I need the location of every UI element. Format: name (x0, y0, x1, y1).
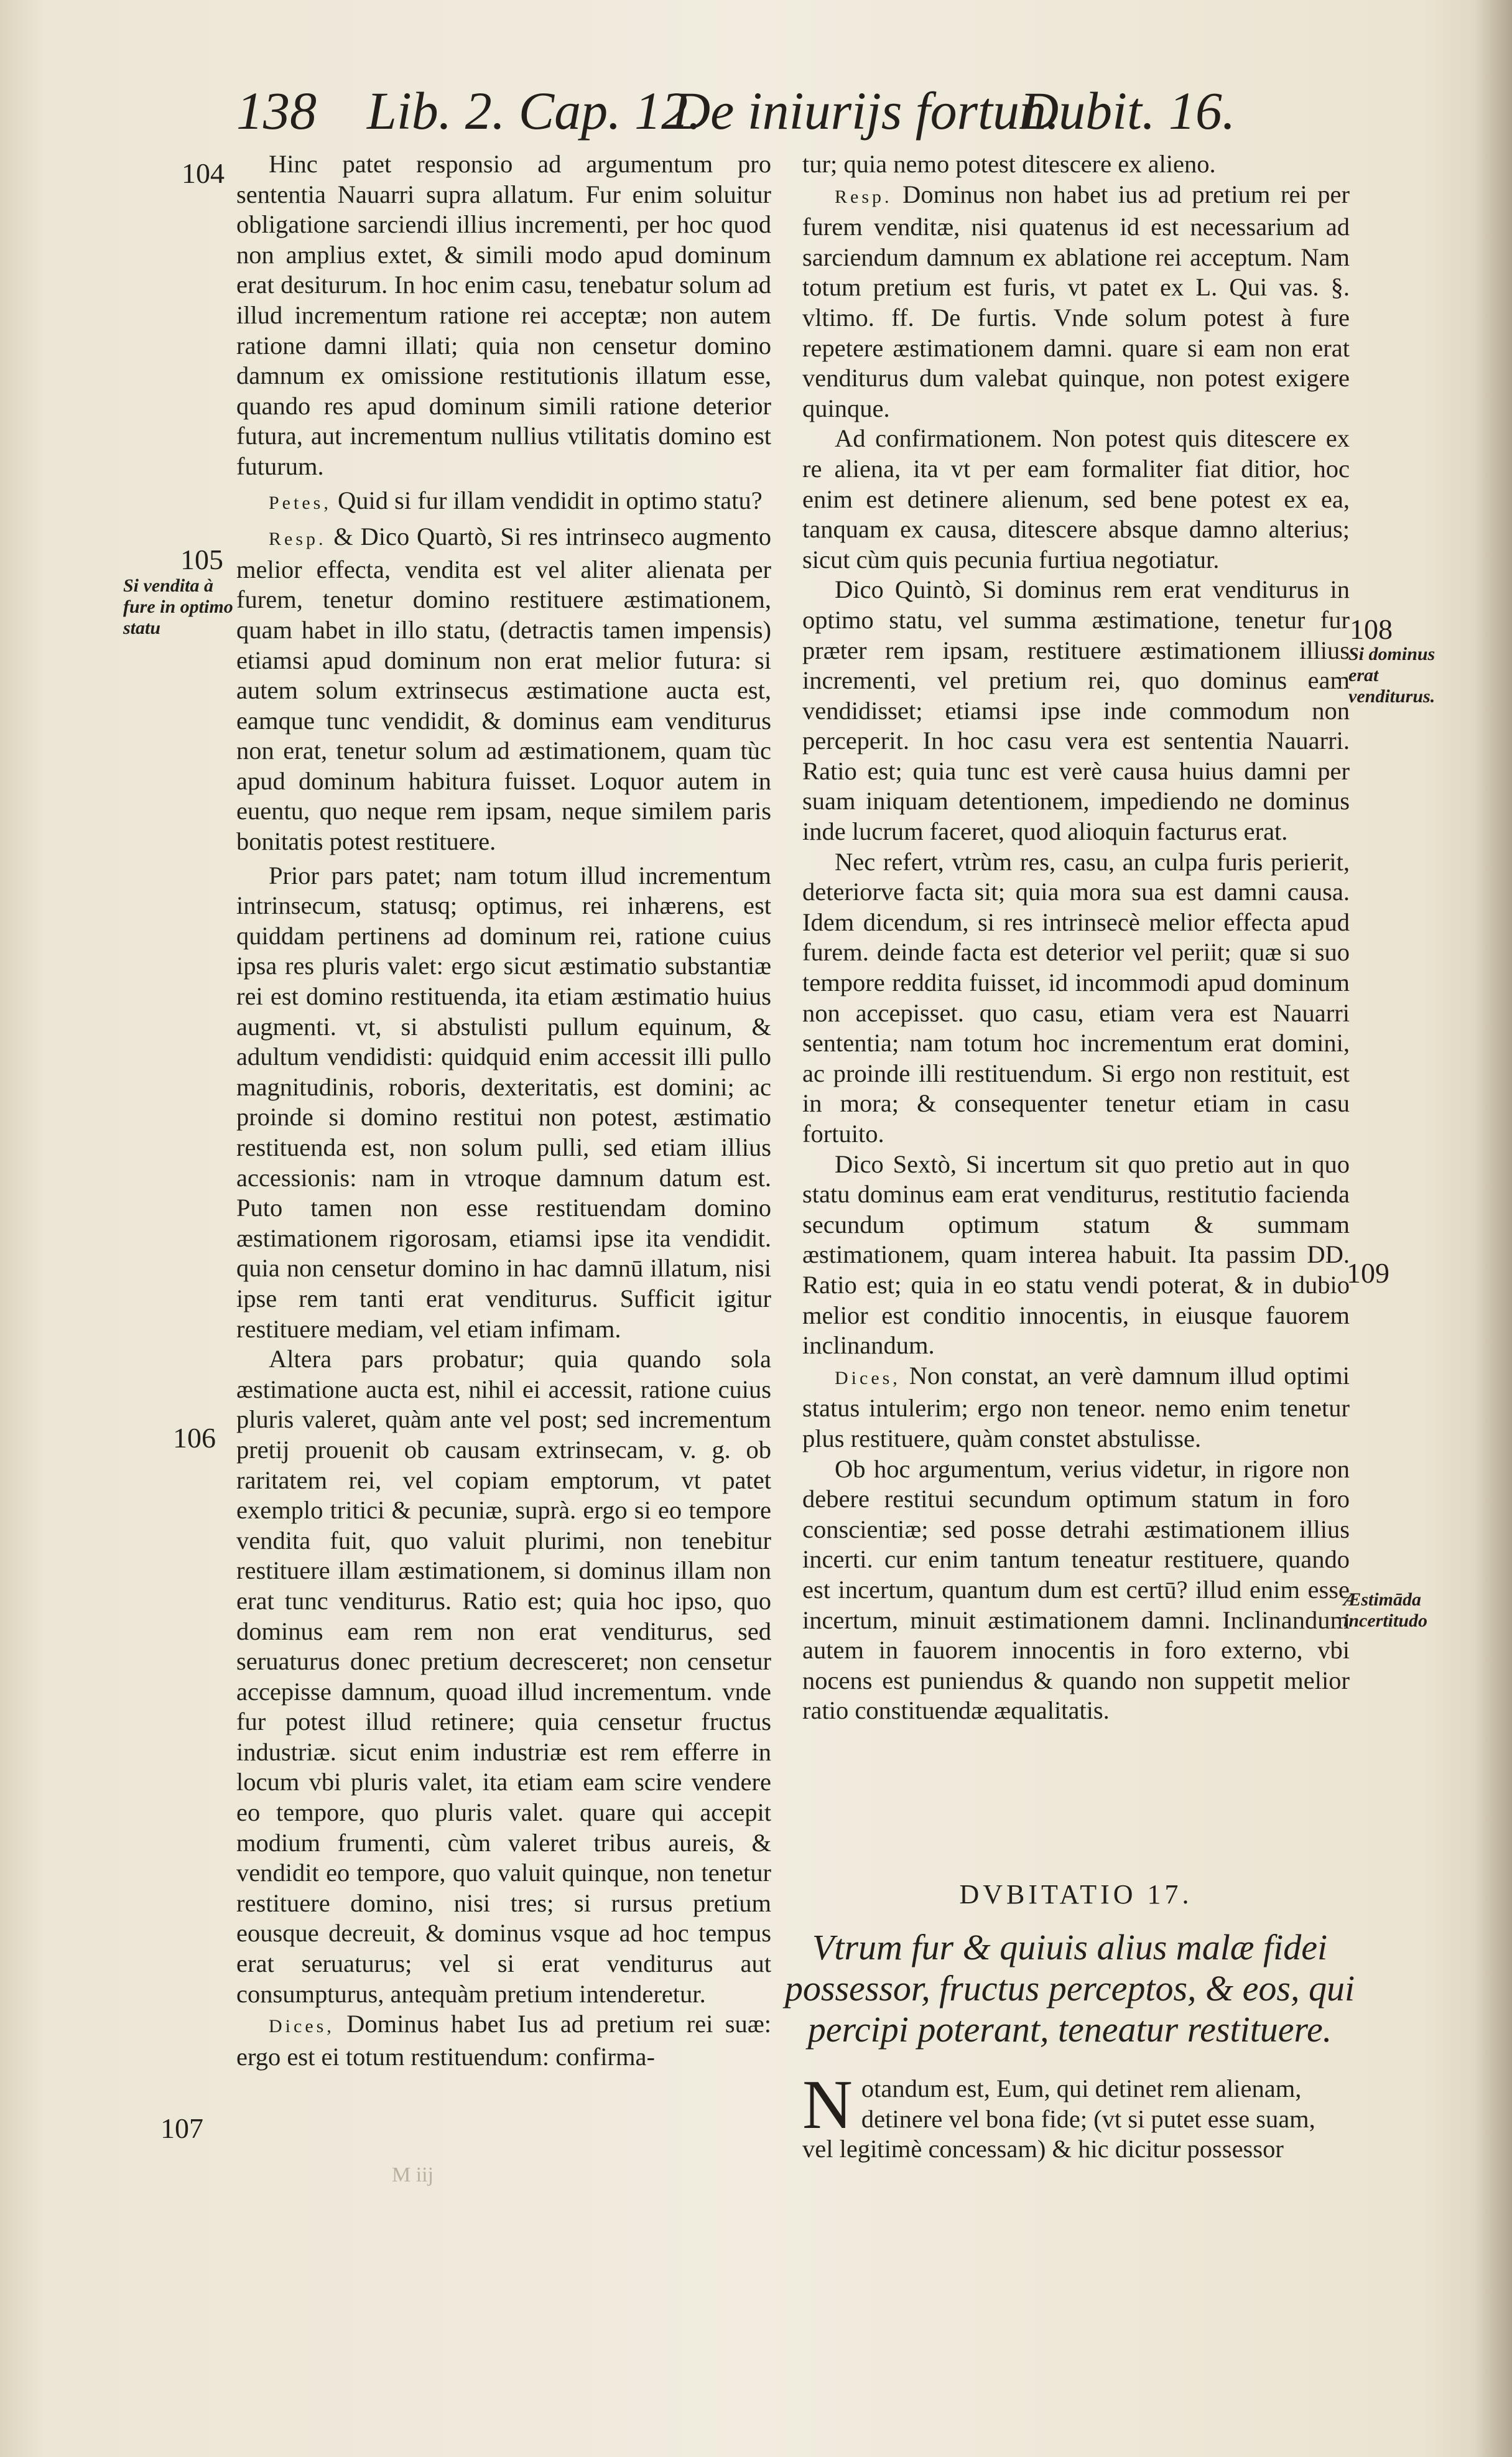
petes-text: Quid si fur illam vendidit in optimo statu? (331, 486, 763, 514)
page-edge-shadow (1475, 0, 1512, 2457)
paragraph-dices (802, 1361, 1350, 1454)
paragraph-104: Hinc patet responsio ad argumentum pro sententia Nauarri supra allatum. Fur enim soluitur obligatione sarciendi illius incrementi, per hoc quod non amplius extet, & simili modo apud dominum erat desiturum. In hoc enim casu, tenebatur solum ad illud incrementum ratione rei acceptæ; non autem ratione damni illati; quia non censetur domino damnum ex omissione restitutionis illatum esse, quando res apud dominum simili ratione deterior futura, aut incrementum nullius vtilitatis domino est futurum. (236, 150, 771, 480)
resp-text: & Dico Quartò, Si res intrinseco augmento melior effecta, vendita est vel aliter alienata per furem, tenetur domino restituere æstimationem, quam habet in illo statu, (detractis tamen impensis) etiamsi apud dominum non erat melior futura: si autem solum extrinsecus æstimatione aucta est, eamque tunc vendidit, & dominus eam venditurus non erat, tenetur solum ad æstimationem, quam tùc apud dominum habitura fuisset. Loquor autem in euentu, quo neque rem ipsam, neque similem paris bonitatis potest restituere. (236, 523, 771, 856)
running-header (236, 80, 1343, 148)
paragraph-prior-pars: Prior pars patet; nam totum illud incrementum intrinsecum, statusq; optimus, rei inhærens, est quiddam pertinens ad dominum rei, ratione cuius ipsa res pluris valet: ergo sicut æstimatio substantiæ rei est domino restituenda, ita etiam æstimatio huius augmenti. vt, si abstulisti pullum equinum, & adultum vendidisti: quidquid enim accessit illi pullo magnitudinis, roboris, dexteritatis, est domini; ac proinde si domino restitui non potest, æstimatio restituenda est, non solum pulli, sed etiam illius accessionis: nam in vtroque damnum datum est. Puto tamen non esse restituendam domino æstimationem rigorosam, etiamsi ipse ita vendidit. quia non censetur domino in hac damnū illatum, nisi ipse rem tanti erat venditurus. Sufficit igitur restituere mediam, vel etiam infimam. (236, 861, 771, 1343)
dubitatio-question: Vtrum fur & quiuis alius malæ fidei possessor, fructus perceptos, & eos, qui percipi poterant, teneatur restituere. (784, 1927, 1355, 2050)
paragraph-106: Altera pars probatur; quia quando sola æstimatione aucta est, nihil ei accessit, ratione cuius pluris valeret, quàm ante vel post; sed incrementum pretij prouenit ob causam extrinsecam, v. g. ob raritatem rei, vel copiam emptorum, vt patet exemplo tritici & pecuniæ, suprà. ergo si eo tempore vendita fuit, quo valuit plurimi, non tenebitur restituere illam æstimationem, si dominus illam non erat tunc venditurus. Ratio est; quia hoc ipso, quo dominus eam rem non erat venditurus, sed seruaturus donec pretium decresceret; non censetur accepisse damnum, quoad illud incrementum. vnde fur potest illud retinere; quia censetur fructus industriæ. sicut enim industriæ est rem efferre in locum vbi pluris valet, ita etiam eam scire vendere eo tempore, quo pluris valet. quare qui accepit modium frumenti, cùm valeret tribus aureis, & vendidit eo tempore, quo valuit quinque, non tenetur restituere domino, nisi tres; si rursus pretium eousque decreuit, & dominus vsque ad hoc tempus erat seruaturus; vel si erat venditurus aut consumpturus, antequàm pretium intenderetur. (236, 1345, 771, 2008)
paragraph-confirmation: Ad confirmationem. Non potest quis ditescere ex re aliena, ita vt per eam formaliter fiat ditior, hoc enim est detinere alienum, sed bene potest ex ea, tanquam ex causa, ditescere absque damno alterius; sicut cùm quis pecunia furtiua negotiatur. (802, 424, 1350, 574)
margin-number-106: 106 (173, 1422, 216, 1454)
dices2-text: Non constat, an verè damnum illud optimi status intulerim; ergo non teneor. nemo enim tenetur plus restituere, quàm constet abstulisse. (802, 1361, 1350, 1452)
margin-number-109: 109 (1347, 1257, 1389, 1289)
margin-number-108: 108 (1350, 613, 1393, 645)
paragraph-continuation: tur; quia nemo potest ditescere ex alieno. (802, 150, 1216, 178)
left-column (236, 149, 771, 2072)
dubitatio-text (802, 2066, 1350, 2165)
margin-note-109: Æstimāda incertitudo (1343, 1589, 1428, 1631)
margin-note-108: Si dominus erat venditurus. (1348, 644, 1435, 707)
dubitatio-ref: Dubit. 16. (1020, 81, 1236, 141)
dices2-lead: Dices, (835, 1367, 901, 1388)
paragraph-petes (236, 486, 771, 519)
paragraph-105 (236, 522, 771, 857)
paragraph-nec-refert: Nec refert, vtrùm res, casu, an culpa furis perierit, deteriorve facta sit; quia mora sua est damni causa. Idem dicendum, si res intrinsecè melior effecta apud furem. deinde facta est deterior vel periit; quæ si suo tempore reddita fuisset, id incommodi apud dominum non accepisset. quo casu, etiam vera est Nauarri sententia; nam totum hoc incrementum erat domini, ac proinde illi restituendum. Si ergo non restituit, est in mora; & consequenter tenetur etiam in casu fortuito. (802, 847, 1350, 1148)
dubitatio-heading: DVBITATIO 17. (959, 1879, 1193, 1910)
dices-text: Dominus habet Ius ad pretium rei suæ: ergo est ei totum restituendum: confirma- (236, 2010, 771, 2071)
resp2-lead: Resp. (835, 186, 893, 207)
resp2-text: Dominus non habet ius ad pretium rei per furem venditæ, nisi quatenus id est necessarium ad sarciendum damnum ex ablatione rei acceptum. Nam totum pretium est furis, vt patet ex L. Qui vas. §. vltimo. ff. De furtis. Vnde solum potest à fure repetere æstimationem damni. quare si eam non erat venditurus dum valebat quinque, non potest exigere quinque. (802, 180, 1350, 422)
drop-capital: N (802, 2066, 853, 2143)
margin-number-107: 107 (160, 2112, 203, 2144)
paragraph-108: Dico Quintò, Si dominus rem erat venditurus in optimo statu, vel summa æstimatione, tenetur fur præter rem ipsam, restituere æstimationem illius incrementi, vel pretium rei, quo dominus eam vendidisset; etiamsi ipse inde commodum non perceperit. In hoc casu vera est sententia Nauarri. Ratio est; quia tunc est verè causa huius damni per suam iniquam detentionem, impediendo ne dominus inde lucrum faceret, quod alioquin facturus erat. (802, 575, 1350, 846)
book-chapter: Lib. 2. Cap. 12. (367, 81, 702, 141)
right-column (802, 149, 1350, 1726)
margin-number-105: 105 (180, 544, 223, 575)
paragraph-109: Dico Sextò, Si incertum sit quo pretio aut in quo statu dominus eam erat venditurus, restitutio facienda secundum optimum statum & summam æstimationem, quam interea habuit. Ita passim DD. Ratio est; quia in eo statu vendi poterat, & in dubio melior est conditio innocentis, in eiusque fauorem inclinandum. (802, 1150, 1350, 1360)
dices-lead: Dices, (269, 2016, 335, 2037)
dubitatio-body: otandum est, Eum, qui detinet rem alienam, detinere vel bona fide; (vt si putet esse suam, vel legitimè concessam) & hic dicitur possessor (802, 2074, 1315, 2163)
margin-number-104: 104 (182, 157, 225, 189)
paragraph-resp (802, 180, 1350, 424)
paragraph-107 (236, 2009, 771, 2072)
petes-lead: Petes, (269, 492, 332, 513)
margin-note-105: Si vendita à fure in optimo statu (123, 575, 233, 638)
page-number: 138 (236, 81, 317, 141)
topic-title: De iniurijs fortun. (672, 81, 1060, 141)
resp-lead: Resp. (269, 529, 327, 550)
signature-mark: M iij (392, 2163, 434, 2186)
paragraph-argumentum: Ob hoc argumentum, verius videtur, in rigore non debere restitui secundum optimum statum in foro conscientiæ; sed posse detrahi æstimationem illius incerti. cur enim tantum teneatur restituere, quando est incertum, quantum dum est certū? illud enim esse incertum, minuit æstimationem damni. Inclinandum autem in fauorem innocentis in foro externo, vbi nocens est puniendus & quando non suppetit melior ratio constituendæ æqualitatis. (802, 1454, 1350, 1725)
